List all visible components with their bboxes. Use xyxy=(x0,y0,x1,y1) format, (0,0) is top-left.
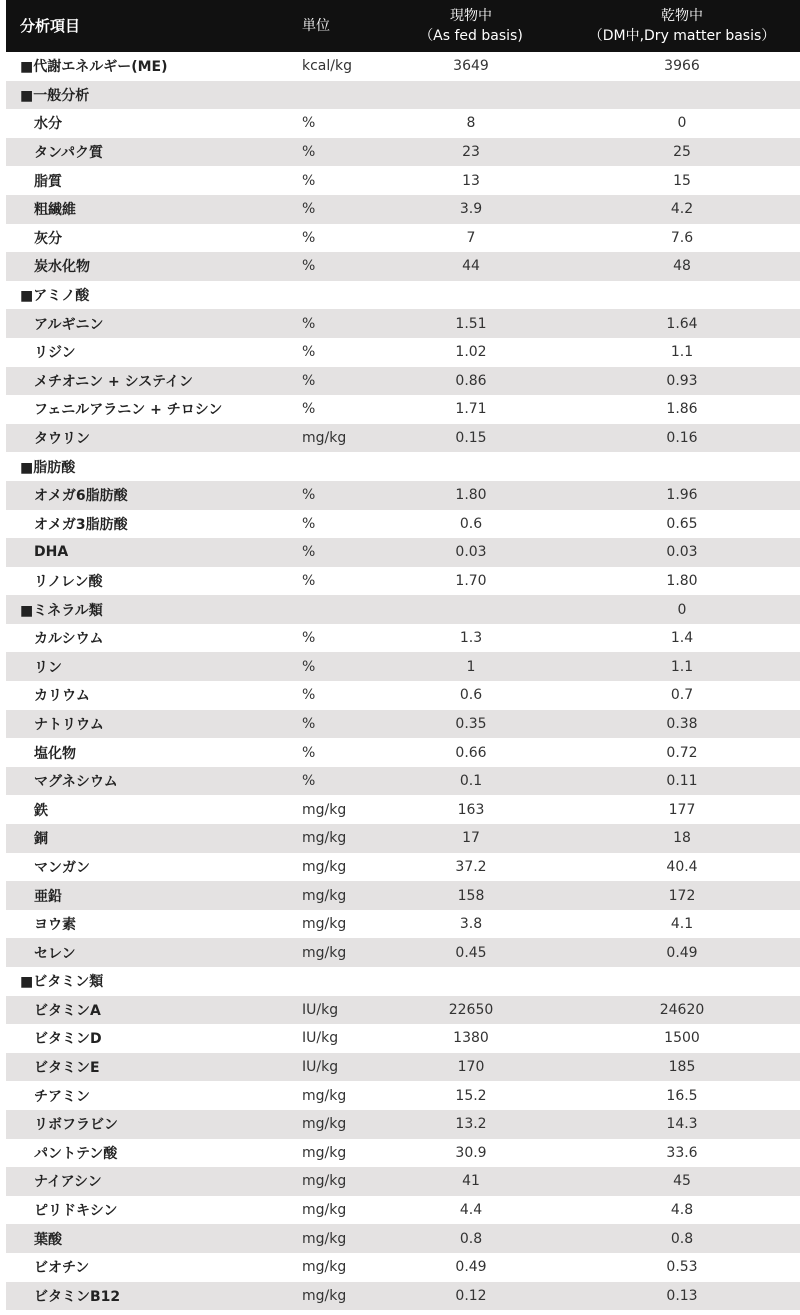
row-unit: mg/kg xyxy=(302,830,347,847)
row-unit: % xyxy=(302,572,316,589)
row-as-fed-value: 0.8 xyxy=(459,1230,483,1247)
row-as-fed-value: 158 xyxy=(457,887,485,904)
table-row xyxy=(6,710,800,739)
row-as-fed-value: 1 xyxy=(466,658,476,675)
row-name: ピリドキシン xyxy=(34,1203,118,1220)
row-dry-matter-value: 0.38 xyxy=(666,715,698,732)
row-dry-matter-value xyxy=(564,452,800,481)
row-dry-matter-value: 4.2 xyxy=(670,201,694,218)
row-name: ナトリウム xyxy=(34,716,104,733)
row-name: リジン xyxy=(34,345,76,362)
row-as-fed-value: 13 xyxy=(462,172,480,189)
row-as-fed-value: 3.9 xyxy=(459,201,483,218)
row-name: ■一般分析 xyxy=(20,87,90,104)
row-dry-matter-value: 40.4 xyxy=(666,858,698,875)
table-row xyxy=(6,1110,800,1139)
row-dry-matter-value xyxy=(564,967,800,996)
row-as-fed-value: 1.80 xyxy=(455,487,487,504)
table-row xyxy=(6,767,800,796)
row-unit: mg/kg xyxy=(302,1259,347,1276)
table-row xyxy=(6,109,800,138)
row-dry-matter-value: 14.3 xyxy=(666,1116,698,1133)
row-dry-matter-value: 1.86 xyxy=(666,401,698,418)
row-name: チアミン xyxy=(34,1088,90,1105)
table-row xyxy=(6,824,800,853)
row-as-fed-value: 22650 xyxy=(448,1001,494,1018)
row-as-fed-value xyxy=(378,595,564,624)
row-dry-matter-value: 0.11 xyxy=(666,773,698,790)
table-row xyxy=(6,881,800,910)
row-name: 鉄 xyxy=(34,802,48,819)
row-name: ビタミンB12 xyxy=(34,1288,121,1305)
row-unit: % xyxy=(302,144,316,161)
row-unit xyxy=(302,967,378,996)
category-row xyxy=(6,52,800,81)
row-dry-matter-value: 25 xyxy=(673,144,691,161)
row-dry-matter-value: 7.6 xyxy=(670,229,694,246)
row-name: リノレン酸 xyxy=(34,573,103,590)
row-dry-matter-value: 33.6 xyxy=(666,1144,698,1161)
row-unit: mg/kg xyxy=(302,944,347,961)
table-row xyxy=(6,1224,800,1253)
row-as-fed-value: 1.71 xyxy=(455,401,487,418)
row-as-fed-value: 170 xyxy=(457,1059,485,1076)
row-unit: mg/kg xyxy=(302,1144,347,1161)
row-unit xyxy=(302,281,378,310)
row-name: ■代謝エネルギー(ME) xyxy=(20,59,168,76)
row-as-fed-value: 0.35 xyxy=(455,715,487,732)
row-unit: % xyxy=(302,258,316,275)
row-dry-matter-value: 0.49 xyxy=(666,944,698,961)
row-as-fed-value: 0.15 xyxy=(455,430,487,447)
table-body xyxy=(6,52,800,1310)
row-dry-matter-value: 24620 xyxy=(659,1001,705,1018)
table-row xyxy=(6,1053,800,1082)
table-row xyxy=(6,910,800,939)
row-unit: mg/kg xyxy=(302,1202,347,1219)
header-dry-matter-line1: 乾物中 xyxy=(661,8,703,24)
table-row xyxy=(6,1196,800,1225)
row-name: マグネシウム xyxy=(34,774,118,791)
row-as-fed-value: 17 xyxy=(462,830,480,847)
table-row xyxy=(6,938,800,967)
row-dry-matter-value: 0.03 xyxy=(666,544,698,561)
category-row xyxy=(6,81,800,110)
row-dry-matter-value: 1500 xyxy=(664,1030,700,1047)
row-name: ビタミンE xyxy=(34,1060,100,1077)
row-dry-matter-value: 185 xyxy=(668,1059,696,1076)
table-row xyxy=(6,195,800,224)
row-name: アルギニン xyxy=(34,316,104,333)
row-as-fed-value: 0.03 xyxy=(455,544,487,561)
row-as-fed-value: 8 xyxy=(466,115,476,132)
row-name: 葉酸 xyxy=(34,1231,62,1248)
row-dry-matter-value: 1.64 xyxy=(666,315,698,332)
row-name: オメガ6脂肪酸 xyxy=(34,488,128,505)
row-dry-matter-value: 48 xyxy=(673,258,691,275)
row-as-fed-value xyxy=(378,81,564,110)
header-dry-matter xyxy=(564,0,800,52)
row-name: タンパク質 xyxy=(34,145,104,162)
row-name: メチオニン + システイン xyxy=(34,373,193,390)
row-dry-matter-value: 4.1 xyxy=(670,916,694,933)
table-row xyxy=(6,1081,800,1110)
row-unit: % xyxy=(302,715,316,732)
row-unit: mg/kg xyxy=(302,858,347,875)
row-unit: % xyxy=(302,115,316,132)
row-dry-matter-value: 0.72 xyxy=(666,744,698,761)
row-dry-matter-value: 1.1 xyxy=(670,344,694,361)
table-row xyxy=(6,1139,800,1168)
row-name: ビタミンD xyxy=(34,1031,102,1048)
row-unit: mg/kg xyxy=(302,916,347,933)
category-row xyxy=(6,452,800,481)
row-name: セレン xyxy=(34,945,76,962)
row-name: ■アミノ酸 xyxy=(20,288,90,305)
table-row xyxy=(6,367,800,396)
table-row xyxy=(6,395,800,424)
row-dry-matter-value: 0 xyxy=(677,601,687,618)
table-row xyxy=(6,853,800,882)
row-dry-matter-value: 0.8 xyxy=(670,1230,694,1247)
table-row xyxy=(6,166,800,195)
row-as-fed-value: 23 xyxy=(462,144,480,161)
row-unit: % xyxy=(302,487,316,504)
row-dry-matter-value: 15 xyxy=(673,172,691,189)
category-row xyxy=(6,595,800,624)
table-row xyxy=(6,538,800,567)
row-as-fed-value: 37.2 xyxy=(455,858,487,875)
row-unit: % xyxy=(302,630,316,647)
row-name: タウリン xyxy=(34,431,90,448)
row-unit xyxy=(302,452,378,481)
row-name: 銅 xyxy=(34,831,48,848)
row-as-fed-value: 1.3 xyxy=(459,630,483,647)
table-row xyxy=(6,681,800,710)
row-unit: mg/kg xyxy=(302,801,347,818)
table-header xyxy=(6,0,800,52)
row-name: 水分 xyxy=(34,116,62,133)
row-dry-matter-value: 3966 xyxy=(664,58,700,75)
row-unit: IU/kg xyxy=(302,1030,339,1047)
row-name: ■ビタミン類 xyxy=(20,974,104,991)
row-as-fed-value: 1.51 xyxy=(455,315,487,332)
row-as-fed-value: 30.9 xyxy=(455,1144,487,1161)
row-dry-matter-value: 0.7 xyxy=(670,687,694,704)
row-dry-matter-value: 1.80 xyxy=(666,572,698,589)
table-row xyxy=(6,138,800,167)
row-unit: mg/kg xyxy=(302,1087,347,1104)
table-row xyxy=(6,510,800,539)
table-row xyxy=(6,1282,800,1311)
row-as-fed-value: 0.49 xyxy=(455,1259,487,1276)
row-unit: IU/kg xyxy=(302,1001,339,1018)
header-unit: 単位 xyxy=(302,18,330,34)
row-dry-matter-value xyxy=(564,81,800,110)
row-as-fed-value: 1.70 xyxy=(455,572,487,589)
row-as-fed-value: 1380 xyxy=(453,1030,489,1047)
header-row xyxy=(6,0,800,52)
row-as-fed-value: 15.2 xyxy=(455,1087,487,1104)
row-dry-matter-value: 18 xyxy=(673,830,691,847)
row-unit: kcal/kg xyxy=(302,58,352,75)
row-as-fed-value: 0.45 xyxy=(455,944,487,961)
table-row xyxy=(6,252,800,281)
table-row xyxy=(6,1253,800,1282)
row-unit: % xyxy=(302,515,316,532)
table-row xyxy=(6,624,800,653)
row-unit: mg/kg xyxy=(302,887,347,904)
row-name: 灰分 xyxy=(34,230,62,247)
row-as-fed-value: 7 xyxy=(466,229,476,246)
row-name: パントテン酸 xyxy=(34,1145,118,1162)
row-name: オメガ3脂肪酸 xyxy=(34,516,128,533)
row-as-fed-value: 3649 xyxy=(453,58,489,75)
table-row xyxy=(6,309,800,338)
row-name: ヨウ素 xyxy=(34,917,76,934)
row-name: DHA xyxy=(34,544,69,561)
row-dry-matter-value: 0.93 xyxy=(666,372,698,389)
table-row xyxy=(6,996,800,1025)
row-name: リン xyxy=(34,659,62,676)
header-as-fed-line1: 現物中 xyxy=(450,8,492,24)
row-as-fed-value: 41 xyxy=(462,1173,480,1190)
row-dry-matter-value: 1.1 xyxy=(670,658,694,675)
row-dry-matter-value: 1.96 xyxy=(666,487,698,504)
row-dry-matter-value: 0.65 xyxy=(666,515,698,532)
row-name: 亜鉛 xyxy=(34,888,62,905)
row-unit xyxy=(302,595,378,624)
row-as-fed-value: 4.4 xyxy=(459,1202,483,1219)
header-as-fed-line2: （As fed basis) xyxy=(419,28,523,44)
table-row xyxy=(6,338,800,367)
row-unit: % xyxy=(302,744,316,761)
row-as-fed-value: 0.12 xyxy=(455,1287,487,1304)
row-name: 炭水化物 xyxy=(34,259,90,276)
table-row xyxy=(6,795,800,824)
table-row xyxy=(6,652,800,681)
row-as-fed-value: 0.6 xyxy=(459,515,483,532)
table-row xyxy=(6,738,800,767)
row-unit: % xyxy=(302,658,316,675)
row-unit: % xyxy=(302,372,316,389)
table-row xyxy=(6,567,800,596)
row-dry-matter-value: 16.5 xyxy=(666,1087,698,1104)
row-dry-matter-value: 0.13 xyxy=(666,1287,698,1304)
row-unit: mg/kg xyxy=(302,1230,347,1247)
table-row xyxy=(6,1167,800,1196)
row-unit: mg/kg xyxy=(302,1173,347,1190)
header-dry-matter-line2: （DM中,Dry matter basis） xyxy=(588,28,776,44)
row-dry-matter-value: 0.53 xyxy=(666,1259,698,1276)
row-unit: % xyxy=(302,315,316,332)
row-as-fed-value: 0.86 xyxy=(455,372,487,389)
table-row xyxy=(6,481,800,510)
category-row xyxy=(6,967,800,996)
table-row xyxy=(6,224,800,253)
row-as-fed-value: 0.6 xyxy=(459,687,483,704)
row-name: カルシウム xyxy=(34,631,104,648)
row-name: ナイアシン xyxy=(34,1174,102,1191)
row-as-fed-value: 44 xyxy=(462,258,480,275)
row-name: ■ミネラル類 xyxy=(20,602,103,619)
row-name: 脂質 xyxy=(34,173,62,190)
header-item: 分析項目 xyxy=(20,17,81,35)
row-as-fed-value: 0.66 xyxy=(455,744,487,761)
row-as-fed-value: 0.1 xyxy=(459,773,483,790)
row-dry-matter-value: 1.4 xyxy=(670,630,694,647)
row-dry-matter-value xyxy=(564,281,800,310)
row-unit: % xyxy=(302,201,316,218)
row-as-fed-value xyxy=(378,281,564,310)
header-as-fed xyxy=(378,0,564,52)
table-row xyxy=(6,1024,800,1053)
row-name: ビタミンA xyxy=(34,1002,101,1019)
row-name: ビオチン xyxy=(34,1260,90,1277)
row-unit: mg/kg xyxy=(302,1287,347,1304)
row-name: 塩化物 xyxy=(34,745,76,762)
table-row xyxy=(6,424,800,453)
row-unit: IU/kg xyxy=(302,1059,339,1076)
row-dry-matter-value: 4.8 xyxy=(670,1202,694,1219)
row-name: フェニルアラニン + チロシン xyxy=(34,402,223,419)
row-unit: % xyxy=(302,172,316,189)
row-unit: mg/kg xyxy=(302,430,347,447)
row-unit: % xyxy=(302,773,316,790)
row-as-fed-value: 1.02 xyxy=(455,344,487,361)
row-unit: mg/kg xyxy=(302,1116,347,1133)
row-dry-matter-value: 45 xyxy=(673,1173,691,1190)
row-as-fed-value: 163 xyxy=(457,801,485,818)
row-unit: % xyxy=(302,229,316,246)
row-dry-matter-value: 177 xyxy=(668,801,696,818)
row-name: カリウム xyxy=(34,688,90,705)
row-name: 粗繊維 xyxy=(34,202,76,219)
row-as-fed-value xyxy=(378,452,564,481)
row-unit: % xyxy=(302,344,316,361)
row-name: リボフラビン xyxy=(34,1117,118,1134)
row-as-fed-value: 13.2 xyxy=(455,1116,487,1133)
row-name: マンガン xyxy=(34,859,90,876)
row-dry-matter-value: 0.16 xyxy=(666,430,698,447)
nutrition-analysis-table xyxy=(6,0,800,1310)
row-unit: % xyxy=(302,544,316,561)
row-dry-matter-value: 172 xyxy=(668,887,696,904)
row-as-fed-value: 3.8 xyxy=(459,916,483,933)
row-unit xyxy=(302,81,378,110)
row-unit: % xyxy=(302,687,316,704)
row-dry-matter-value: 0 xyxy=(677,115,687,132)
row-name: ■脂肪酸 xyxy=(20,459,76,476)
category-row xyxy=(6,281,800,310)
row-as-fed-value xyxy=(378,967,564,996)
row-unit: % xyxy=(302,401,316,418)
